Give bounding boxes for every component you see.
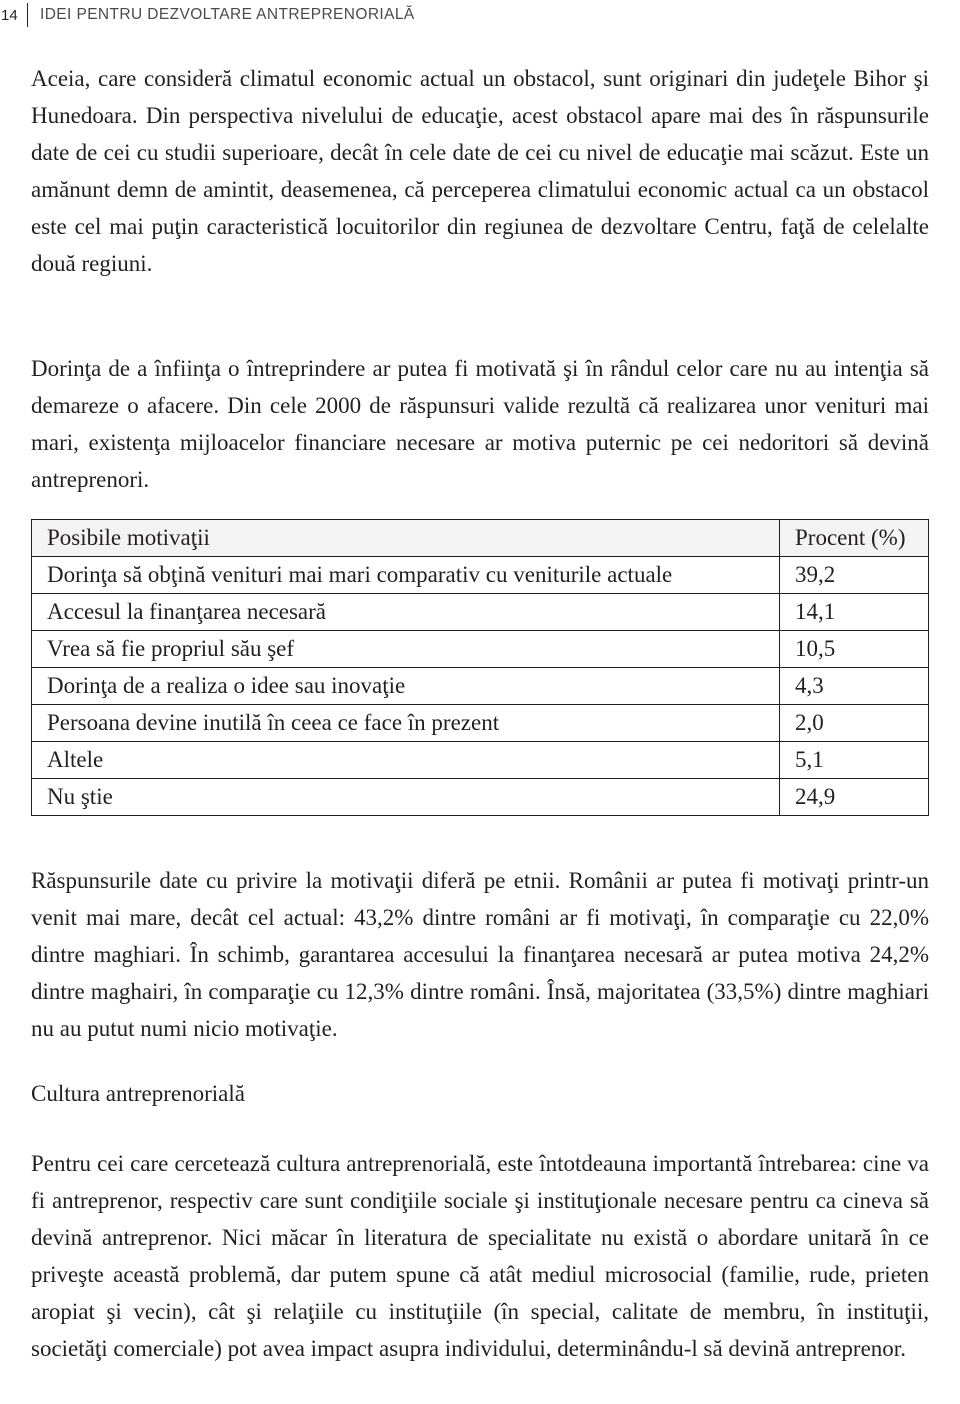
table-header-row [32, 520, 929, 557]
table-cell-motivation: Altele [32, 742, 780, 779]
page-number: 14 [1, 6, 18, 24]
paragraph-entrepreneurial-culture: Pentru cei care cercetează cultura antreprenorială, este întotdeauna importantă întrebarea: cine va fi antreprenor, respectiv care sunt condiţiile sociale şi instituţionale necesare pentru ca cineva să devină antreprenor. Nici măcar în literatura de specialitate nu există o abordare unitară în ce priveşte această problemă, dar putem spune că atât mediul microsocial (familie, rude, prieten aropiat şi vecin), cât şi relaţiile cu instituţiile (în special, calitate de membru, în instituţii, societăţi comerciale) pot avea impact asupra individului, determinându-l să devină antreprenor. [31, 1151, 929, 1361]
paragraph-economic-climate: Aceia, care consideră climatul economic actual un obstacol, sunt originari din judeţele Bihor şi Hunedoara. Din perspectiva nivelului de educaţie, acest obstacol apare mai des în răspunsurile date de cei cu studii superioare, decât în cele date de cei cu nivel de educaţie mai scăzut. Este un amănunt demn de amintit, deasemenea, că perceperea climatului economic actual ca un obstacol este cel mai puţin caracteristică locuitorilor din regiunea de dezvoltare Centru, faţă de celelalte două regiuni. [31, 66, 929, 276]
table-cell-percent: 24,9 [780, 779, 929, 816]
page-header [0, 3, 415, 27]
table-row [32, 668, 929, 705]
table-cell-percent: 5,1 [780, 742, 929, 779]
table-cell-percent: 2,0 [780, 705, 929, 742]
table-row [32, 594, 929, 631]
table-header-percent: Procent (%) [780, 520, 929, 557]
table-cell-percent: 4,3 [780, 668, 929, 705]
header-divider [27, 3, 28, 27]
table-header-motivations: Posibile motivaţii [32, 520, 780, 557]
motivations-table [31, 519, 929, 816]
table-row [32, 742, 929, 779]
table-cell-percent: 10,5 [780, 631, 929, 668]
table-cell-percent: 39,2 [780, 557, 929, 594]
paragraph-ethnic-differences: Răspunsurile date cu privire la motivaţii diferă pe etnii. Românii ar putea fi motivaţi printr-un venit mai mare, decât cel actual: 43,2% dintre români ar fi motivaţi, în comparaţie cu 22,0% dintre maghiari. În schimb, garantarea accesului la finanţarea necesară ar putea motiva 24,2% dintre maghairi, în comparaţie cu 12,3% dintre români. Însă, majoritatea (33,5%) dintre maghiari nu au putut numi nicio motivaţie. [31, 868, 929, 1041]
table-cell-motivation: Accesul la finanţarea necesară [32, 594, 780, 631]
table-cell-percent: 14,1 [780, 594, 929, 631]
section-heading: Cultura antreprenorială [31, 1081, 245, 1106]
table-cell-motivation: Dorinţa de a realiza o idee sau inovaţie [32, 668, 780, 705]
table-cell-motivation: Dorinţa să obţină venituri mai mari comparativ cu veniturile actuale [32, 557, 780, 594]
table-row [32, 705, 929, 742]
running-title: IDEI PENTRU DEZVOLTARE ANTREPRENORIALĂ [40, 6, 415, 23]
table-cell-motivation: Vrea să fie propriul său şef [32, 631, 780, 668]
table-row [32, 631, 929, 668]
table-cell-motivation: Nu ştie [32, 779, 780, 816]
table-row [32, 779, 929, 816]
table-cell-motivation: Persoana devine inutilă în ceea ce face în prezent [32, 705, 780, 742]
paragraph-motivation-intro: Dorinţa de a înfiinţa o întreprindere ar putea fi motivată şi în rândul celor care nu au intenţia să demareze o afacere. Din cele 2000 de răspunsuri valide rezultă că realizarea unor venituri mai mari, existenţa mijloacelor financiare necesare ar motiva puternic pe cei nedoritori să devină antreprenori. [31, 356, 929, 492]
table-row [32, 557, 929, 594]
